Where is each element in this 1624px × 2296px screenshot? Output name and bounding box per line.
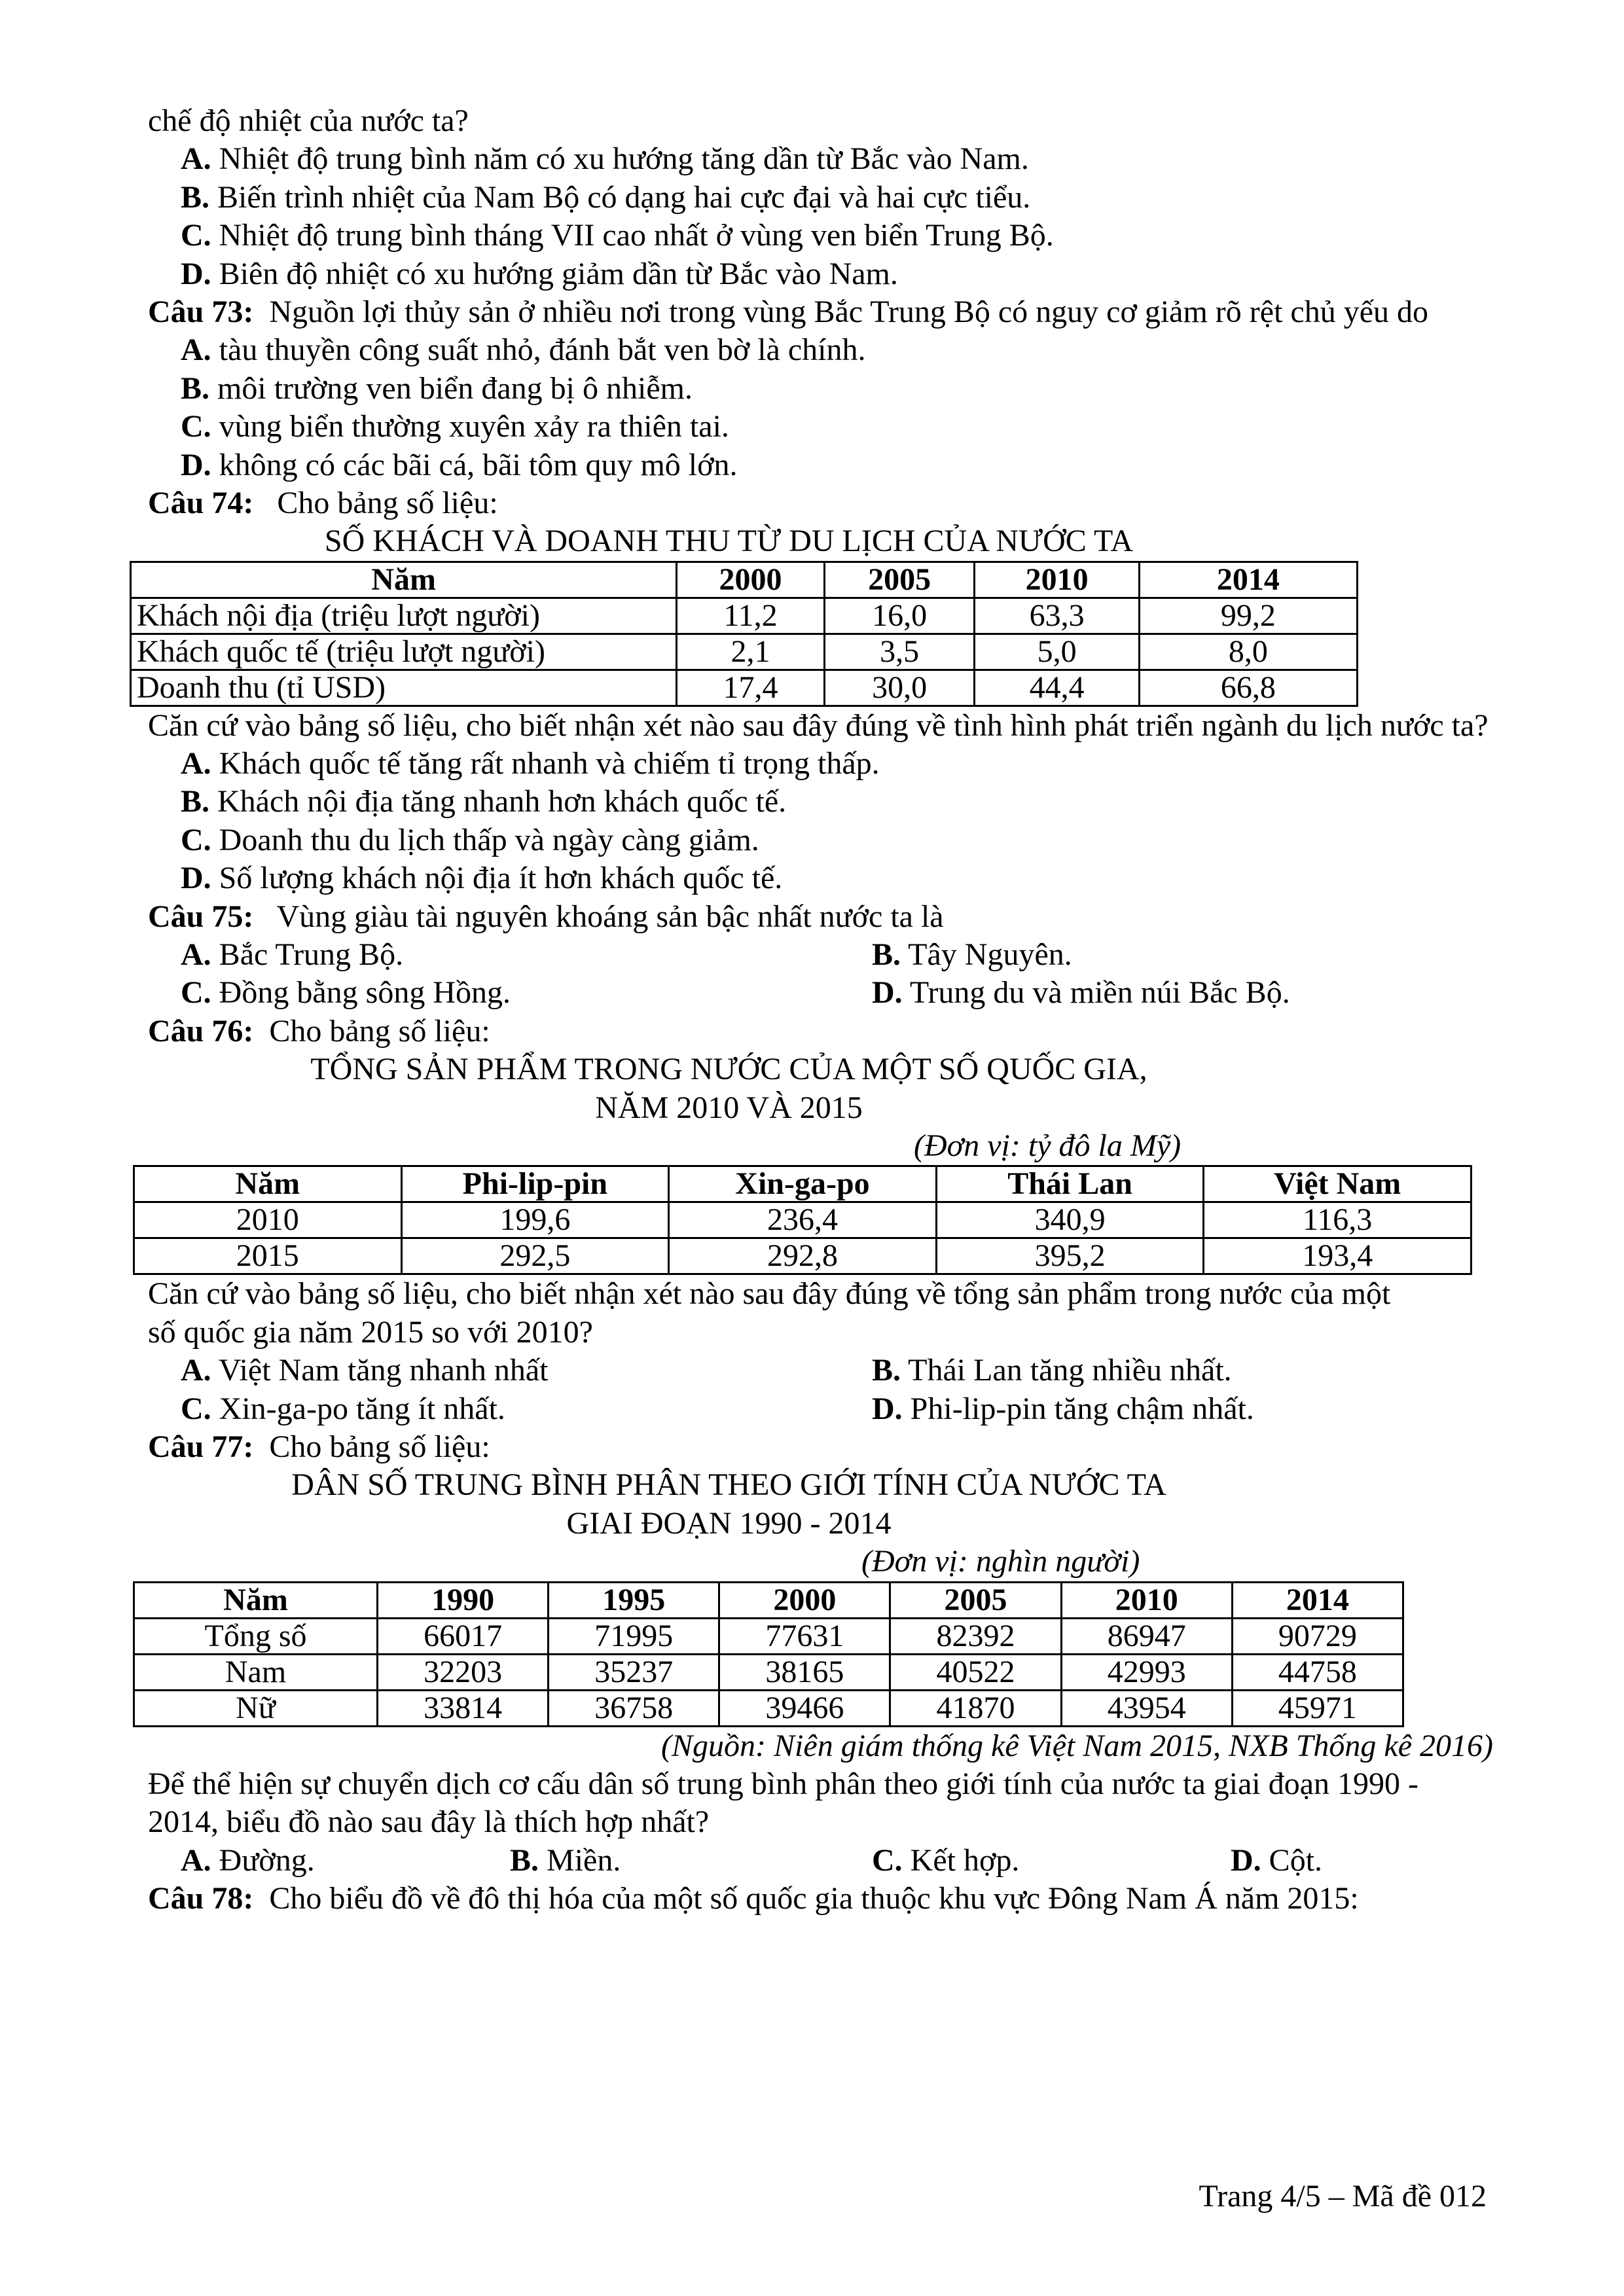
text: Tây Nguyên. <box>908 937 1072 973</box>
table-title: SỐ KHÁCH VÀ DOANH THU TỪ DU LỊCH CỦA NƯỚC TA <box>324 524 1134 559</box>
option-a <box>181 1842 510 1880</box>
options-row <box>148 1352 1493 1390</box>
option-d <box>1231 1842 1322 1880</box>
question-text: số quốc gia năm 2015 so với 2010? <box>148 1314 593 1350</box>
table-cell: 66017 <box>378 1618 549 1654</box>
option-d <box>148 255 1493 293</box>
table-cell: 32203 <box>378 1654 549 1690</box>
text: Việt Nam tăng nhanh nhất <box>218 1353 549 1388</box>
table-header-cell: Việt Nam <box>1204 1166 1471 1202</box>
option-b <box>148 783 1493 821</box>
text: C. <box>181 1391 211 1426</box>
text: Kết hợp. <box>910 1842 1020 1878</box>
table-title: DÂN SỐ TRUNG BÌNH PHÂN THEO GIỚI TÍNH CỦA NƯỚC TA <box>291 1467 1166 1503</box>
population-table <box>133 1581 1404 1727</box>
table-cell: 16,0 <box>824 598 975 634</box>
option-b <box>872 1352 1232 1390</box>
text: Cho biểu đồ về đô thị hóa của một số quốc gia thuộc khu vực Đông Nam Á năm 2015: <box>269 1881 1359 1916</box>
question-text: Căn cứ vào bảng số liệu, cho biết nhận xét nào sau đây đúng về tổng sản phẩm trong nước của một <box>148 1276 1391 1312</box>
text: tàu thuyền công suất nhỏ, đánh bắt ven bờ là chính. <box>219 332 866 368</box>
table-cell: 44758 <box>1232 1654 1403 1690</box>
text: D. <box>1231 1842 1261 1878</box>
option-d <box>872 974 1290 1012</box>
question-76 <box>148 1013 1493 1050</box>
option-a <box>181 936 872 974</box>
text: A. <box>181 937 211 973</box>
table-cell: 99,2 <box>1139 598 1357 634</box>
table-cell: 36758 <box>549 1690 719 1726</box>
table-cell: 292,5 <box>401 1238 669 1274</box>
page-footer: Trang 4/5 – Mã đề 012 <box>1199 2179 1487 2214</box>
text: Cột. <box>1269 1842 1323 1878</box>
text: A. <box>181 746 211 781</box>
table-cell: 116,3 <box>1204 1202 1471 1238</box>
table-cell: Nam <box>134 1654 378 1690</box>
text: A. <box>181 1353 211 1388</box>
table-header-cell: Xin-ga-po <box>669 1166 937 1202</box>
text: Miền. <box>547 1842 621 1878</box>
table-row <box>134 1690 1403 1726</box>
question-78 <box>148 1880 1493 1918</box>
text: Cho bảng số liệu: <box>269 1013 490 1049</box>
table-cell: 193,4 <box>1204 1238 1471 1274</box>
table-row <box>134 1654 1403 1690</box>
text: B. <box>181 179 210 215</box>
text: Phi-lip-pin tăng chậm nhất. <box>910 1391 1254 1426</box>
table-cell: 2,1 <box>677 634 825 670</box>
table-cell: 2010 <box>134 1202 402 1238</box>
text: Câu 76: <box>148 1013 254 1049</box>
text: môi trường ven biển đang bị ô nhiễm. <box>217 370 693 406</box>
table-header-cell: Thái Lan <box>936 1166 1204 1202</box>
text: C. <box>872 1842 903 1878</box>
tourism-table <box>130 561 1358 707</box>
text: Nhiệt độ trung bình năm có xu hướng tăng dần từ Bắc vào Nam. <box>219 141 1029 177</box>
text: C. <box>181 975 211 1011</box>
table-cell: Khách nội địa (triệu lượt người) <box>131 598 677 634</box>
table-cell: Nữ <box>134 1690 378 1726</box>
table-header-row <box>134 1582 1403 1618</box>
question-text: Căn cứ vào bảng số liệu, cho biết nhận xét nào sau đây đúng về tình hình phát triển ngành du lịch nước ta? <box>148 708 1489 743</box>
table-row <box>131 598 1358 634</box>
options-row <box>148 936 1493 974</box>
table-cell: 292,8 <box>669 1238 937 1274</box>
question-text: 2014, biểu đồ nào sau đây là thích hợp nhất? <box>148 1804 710 1840</box>
table-cell: 39466 <box>719 1690 890 1726</box>
table-cell: 2015 <box>134 1238 402 1274</box>
table-title: GIAI ĐOẠN 1990 - 2014 <box>566 1505 892 1541</box>
table-header-cell: 2010 <box>975 562 1139 598</box>
text: Cho bảng số liệu: <box>269 1429 490 1464</box>
text: A. <box>181 332 211 368</box>
text: Biên độ nhiệt có xu hướng giảm dần từ Bắc vào Nam. <box>219 256 898 291</box>
table-cell: 17,4 <box>677 670 825 706</box>
option-a <box>148 745 1493 783</box>
text: Xin-ga-po tăng ít nhất. <box>219 1391 505 1426</box>
text: Khách nội địa tăng nhanh hơn khách quốc tế. <box>217 784 787 819</box>
table-cell: Doanh thu (tỉ USD) <box>131 670 677 706</box>
table-cell: 71995 <box>549 1618 719 1654</box>
table-header-cell: Năm <box>134 1166 402 1202</box>
text: D. <box>181 861 211 896</box>
table-header-cell: Năm <box>131 562 677 598</box>
text: Câu 73: <box>148 294 254 329</box>
table-header-cell: 1995 <box>549 1582 719 1618</box>
text: B. <box>181 784 210 819</box>
table-cell: 8,0 <box>1139 634 1357 670</box>
option-b <box>510 1842 872 1880</box>
options-row <box>148 1390 1493 1428</box>
table-header-cell: 1990 <box>378 1582 549 1618</box>
unit-note: (Đơn vị: nghìn người) <box>861 1544 1140 1579</box>
source-note: (Nguồn: Niên giám thống kê Việt Nam 2015, NXB Thống kê 2016) <box>661 1728 1493 1763</box>
question-text: Để thể hiện sự chuyển dịch cơ cấu dân số trung bình phân theo giới tính của nước ta giai đoạn 1990 - <box>148 1766 1419 1801</box>
option-c <box>181 1390 872 1428</box>
text: Số lượng khách nội địa ít hơn khách quốc tế. <box>219 861 783 896</box>
option-b <box>872 936 1072 974</box>
option-b <box>148 179 1493 217</box>
text: Cho bảng số liệu: <box>277 485 498 520</box>
text: Đường. <box>219 1842 315 1878</box>
text: không có các bãi cá, bãi tôm quy mô lớn. <box>219 447 738 482</box>
options-row <box>148 974 1493 1012</box>
text: A. <box>181 1842 211 1878</box>
table-row <box>131 634 1358 670</box>
text: A. <box>181 141 211 177</box>
text: D. <box>181 256 211 291</box>
text: Đồng bằng sông Hồng. <box>219 975 511 1011</box>
question-75 <box>148 898 1493 936</box>
option-d <box>872 1390 1254 1428</box>
text: Doanh thu du lịch thấp và ngày càng giảm. <box>219 822 759 857</box>
option-a <box>181 1352 872 1390</box>
table-cell: 5,0 <box>975 634 1139 670</box>
exam-page <box>137 102 1493 1918</box>
gdp-table <box>133 1165 1472 1275</box>
table-header-cell: 2005 <box>824 562 975 598</box>
question-73 <box>148 293 1493 331</box>
option-c <box>148 821 1493 859</box>
option-d <box>148 446 1493 484</box>
table-cell: 199,6 <box>401 1202 669 1238</box>
table-row <box>134 1618 1403 1654</box>
table-header-cell: 2014 <box>1139 562 1357 598</box>
table-cell: 43954 <box>1061 1690 1232 1726</box>
text: D. <box>872 975 903 1011</box>
text: Trung du và miền núi Bắc Bộ. <box>909 975 1290 1011</box>
question-72-tail: chế độ nhiệt của nước ta? <box>148 103 469 138</box>
unit-note: (Đơn vị: tỷ đô la Mỹ) <box>914 1128 1182 1163</box>
question-77 <box>148 1428 1493 1466</box>
table-header-row <box>134 1166 1471 1202</box>
table-cell: 35237 <box>549 1654 719 1690</box>
table-cell: 30,0 <box>824 670 975 706</box>
text: Vùng giàu tài nguyên khoáng sản bậc nhất nước ta là <box>276 899 944 934</box>
text: Câu 74: <box>148 485 254 520</box>
text: vùng biển thường xuyên xảy ra thiên tai. <box>219 409 729 444</box>
table-header-cell: 2005 <box>890 1582 1061 1618</box>
options-row <box>148 1842 1493 1880</box>
text: C. <box>181 409 211 444</box>
table-cell: 40522 <box>890 1654 1061 1690</box>
table-cell: 86947 <box>1061 1618 1232 1654</box>
table-cell: 395,2 <box>936 1238 1204 1274</box>
option-c <box>148 408 1493 446</box>
text: Khách quốc tế tăng rất nhanh và chiếm tỉ trọng thấp. <box>219 746 880 781</box>
table-cell: 3,5 <box>824 634 975 670</box>
question-74 <box>148 484 1493 522</box>
option-a <box>148 140 1493 178</box>
table-header-cell: 2000 <box>719 1582 890 1618</box>
table-cell: 66,8 <box>1139 670 1357 706</box>
table-title: TỔNG SẢN PHẨM TRONG NƯỚC CỦA MỘT SỐ QUỐC GIA, <box>310 1052 1147 1087</box>
table-cell: Khách quốc tế (triệu lượt người) <box>131 634 677 670</box>
text: Thái Lan tăng nhiều nhất. <box>908 1353 1232 1388</box>
table-title: NĂM 2010 VÀ 2015 <box>595 1090 863 1125</box>
text: Nhiệt độ trung bình tháng VII cao nhất ở vùng ven biển Trung Bộ. <box>219 218 1054 253</box>
text: B. <box>510 1842 539 1878</box>
table-cell: 90729 <box>1232 1618 1403 1654</box>
table-cell: 82392 <box>890 1618 1061 1654</box>
text: Bắc Trung Bộ. <box>219 937 404 973</box>
text: C. <box>181 218 211 253</box>
option-b <box>148 370 1493 408</box>
table-cell: 236,4 <box>669 1202 937 1238</box>
text: D. <box>872 1391 903 1426</box>
table-cell: 77631 <box>719 1618 890 1654</box>
text: Câu 78: <box>148 1881 254 1916</box>
table-header-cell: 2014 <box>1232 1582 1403 1618</box>
table-header-cell: Phi-lip-pin <box>401 1166 669 1202</box>
table-header-cell: Năm <box>134 1582 378 1618</box>
table-cell: 340,9 <box>936 1202 1204 1238</box>
text: Biến trình nhiệt của Nam Bộ có dạng hai cực đại và hai cực tiểu. <box>217 179 1031 215</box>
text: Câu 75: <box>148 899 254 934</box>
text: B. <box>872 937 901 973</box>
table-row <box>134 1202 1471 1238</box>
table-header-row <box>131 562 1358 598</box>
table-cell: 11,2 <box>677 598 825 634</box>
table-row <box>134 1238 1471 1274</box>
text: Nguồn lợi thủy sản ở nhiều nơi trong vùng Bắc Trung Bộ có nguy cơ giảm rõ rệt chủ yếu do <box>269 294 1429 329</box>
table-cell: Tổng số <box>134 1618 378 1654</box>
table-cell: 42993 <box>1061 1654 1232 1690</box>
text: Câu 77: <box>148 1429 254 1464</box>
table-cell: 63,3 <box>975 598 1139 634</box>
text: B. <box>181 370 210 406</box>
option-c <box>181 974 872 1012</box>
text: D. <box>181 447 211 482</box>
table-cell: 45971 <box>1232 1690 1403 1726</box>
table-cell: 33814 <box>378 1690 549 1726</box>
table-row <box>131 670 1358 706</box>
table-header-cell: 2000 <box>677 562 825 598</box>
text: B. <box>872 1353 901 1388</box>
option-a <box>148 331 1493 369</box>
text: C. <box>181 822 211 857</box>
q72-options <box>148 140 1493 293</box>
option-d <box>148 859 1493 897</box>
table-cell: 41870 <box>890 1690 1061 1726</box>
table-header-cell: 2010 <box>1061 1582 1232 1618</box>
option-c <box>872 1842 1231 1880</box>
table-cell: 44,4 <box>975 670 1139 706</box>
option-c <box>148 217 1493 255</box>
table-cell: 38165 <box>719 1654 890 1690</box>
